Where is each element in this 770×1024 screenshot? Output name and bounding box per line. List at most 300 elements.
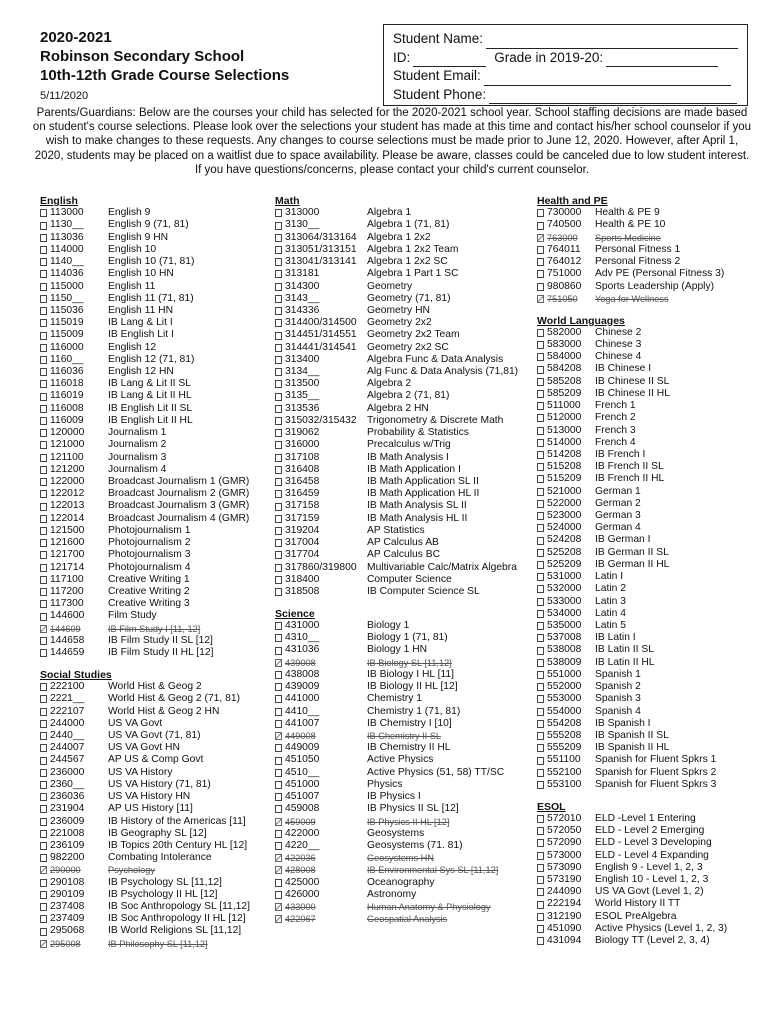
course-row (537, 547, 757, 559)
course-code: 3143__ (285, 292, 320, 304)
checkbox-icon[interactable] (275, 622, 282, 630)
checkbox-icon[interactable] (40, 490, 47, 498)
checkbox-icon[interactable] (537, 769, 544, 777)
checkbox-icon[interactable] (275, 634, 282, 642)
course-code: 114036 (50, 268, 84, 280)
checkbox-icon[interactable] (40, 564, 47, 572)
course-code: 511000 (547, 400, 581, 412)
checkbox-icon[interactable] (275, 551, 282, 559)
checkbox-icon[interactable] (40, 258, 47, 266)
course-row (537, 510, 757, 522)
course-row (40, 877, 265, 889)
checkbox-icon[interactable] (275, 307, 282, 315)
course-code: 751000 (547, 268, 582, 280)
checkbox-icon[interactable] (40, 842, 47, 850)
course-code: 317860/319800 (285, 561, 357, 573)
checkbox-icon[interactable] (40, 903, 47, 911)
course-name: IB Latin II SL (595, 644, 654, 656)
course-code: 551100 (547, 754, 581, 766)
checkbox-icon[interactable] (40, 637, 47, 645)
checkbox-icon[interactable] (537, 671, 544, 679)
checkbox-icon[interactable] (537, 439, 544, 447)
checkbox-icon[interactable] (40, 830, 47, 838)
course-name: IB French I (595, 448, 646, 460)
course-row (40, 828, 265, 840)
checkbox-icon[interactable] (537, 549, 544, 557)
checkbox-icon[interactable] (537, 732, 544, 740)
student-phone-field[interactable] (489, 90, 737, 104)
course-name: Geometry (71, 81) (367, 292, 451, 304)
checkbox-icon[interactable] (275, 283, 282, 291)
checkbox-icon[interactable] (537, 414, 544, 422)
course-name: IB English Lit II SL (108, 402, 193, 414)
course-name: World Hist & Geog 2 (71, 81) (108, 693, 241, 705)
checkbox-icon[interactable] (275, 417, 282, 425)
checkbox-icon[interactable] (537, 901, 544, 909)
checkbox-icon[interactable] (40, 429, 47, 437)
course-name: AP US History [11] (108, 803, 193, 815)
course-row (275, 342, 537, 354)
checkbox-icon[interactable] (40, 393, 47, 401)
course-row (275, 828, 537, 840)
course-name: IB Math Analysis SL II (367, 500, 467, 512)
document-date: 5/11/2020 (40, 90, 89, 102)
checkbox-icon[interactable] (275, 270, 282, 278)
course-name: IB Lang & Lit I (108, 317, 173, 329)
checkbox-icon[interactable] (40, 805, 47, 813)
course-name: Journalism 2 (108, 439, 167, 451)
checkbox-icon[interactable] (40, 781, 47, 789)
course-name: IB Spanish I (595, 717, 651, 729)
checkbox-icon[interactable] (40, 695, 47, 703)
course-row (40, 730, 265, 742)
checkbox-icon[interactable] (40, 588, 47, 596)
course-code: 144659 (50, 647, 85, 659)
checkbox-icon[interactable] (537, 246, 544, 254)
checkbox-icon[interactable] (275, 405, 282, 413)
section-english (40, 195, 265, 659)
checkbox-icon[interactable] (275, 368, 282, 376)
checkbox-icon[interactable] (537, 378, 544, 386)
checkbox-icon[interactable] (537, 913, 544, 921)
course-code: 514000 (547, 436, 582, 448)
checkbox-icon[interactable] (275, 588, 282, 596)
checkbox-icon[interactable] (537, 815, 544, 823)
course-code: 116008 (50, 402, 84, 414)
course-code: 313500 (285, 378, 320, 390)
course-column-2 (275, 195, 537, 935)
checkbox-icon[interactable] (275, 757, 282, 765)
course-row (537, 923, 757, 935)
checkbox-icon[interactable] (275, 695, 282, 703)
course-code: 313536 (285, 402, 320, 414)
checkbox-icon[interactable] (537, 270, 544, 278)
checkbox-icon[interactable] (537, 488, 544, 496)
checkbox-icon[interactable] (40, 879, 47, 887)
checkbox-icon[interactable] (40, 466, 47, 474)
course-code: 122014 (50, 512, 85, 524)
checkbox-icon[interactable] (275, 842, 282, 850)
checkbox-icon[interactable] (40, 527, 47, 535)
course-name: Physics (367, 778, 403, 790)
course-row (40, 586, 265, 598)
checkbox-icon[interactable] (275, 332, 282, 340)
checkbox-icon[interactable] (537, 283, 544, 291)
checkbox-icon[interactable] (537, 341, 544, 349)
checkbox-icon[interactable] (275, 454, 282, 462)
checkbox-icon[interactable] (537, 329, 544, 337)
crossed-checkbox-icon[interactable] (537, 295, 544, 303)
checkbox-icon[interactable] (537, 366, 544, 374)
course-code: 439008 (285, 657, 316, 668)
checkbox-icon[interactable] (275, 576, 282, 584)
checkbox-icon[interactable] (275, 805, 282, 813)
course-row (275, 706, 537, 718)
checkbox-icon[interactable] (275, 515, 282, 523)
checkbox-icon[interactable] (537, 827, 544, 835)
course-name: English 10 (108, 243, 157, 255)
crossed-checkbox-icon[interactable] (537, 234, 544, 242)
course-row (537, 718, 757, 730)
checkbox-icon[interactable] (40, 283, 47, 291)
checkbox-icon[interactable] (537, 634, 544, 642)
course-name: IB History of the Americas [11] (108, 815, 246, 827)
course-code: 222100 (50, 681, 85, 693)
checkbox-icon[interactable] (537, 500, 544, 508)
checkbox-icon[interactable] (40, 551, 47, 559)
course-code: 552100 (547, 766, 582, 778)
course-code: 584000 (547, 351, 582, 363)
checkbox-icon[interactable] (275, 258, 282, 266)
checkbox-icon[interactable] (537, 222, 544, 230)
crossed-checkbox-icon[interactable] (275, 866, 282, 874)
course-code: 441000 (285, 693, 320, 705)
checkbox-icon[interactable] (275, 720, 282, 728)
student-name-field[interactable] (486, 35, 738, 49)
section-title: English (40, 195, 78, 207)
checkbox-icon[interactable] (537, 427, 544, 435)
checkbox-icon[interactable] (275, 503, 282, 511)
course-code: 583000 (547, 338, 582, 350)
crossed-checkbox-icon[interactable] (275, 915, 282, 923)
course-code: 236109 (50, 839, 85, 851)
course-name: Astronomy (367, 888, 417, 900)
course-column-1 (40, 195, 265, 960)
course-name: Algebra 1 Part 1 SC (367, 268, 459, 280)
checkbox-icon[interactable] (40, 793, 47, 801)
checkbox-icon[interactable] (537, 463, 544, 471)
course-row (275, 549, 537, 561)
checkbox-icon[interactable] (40, 720, 47, 728)
checkbox-icon[interactable] (40, 928, 47, 936)
crossed-checkbox-icon[interactable] (275, 854, 282, 862)
course-name: English 11 HN (108, 304, 174, 316)
checkbox-icon[interactable] (40, 744, 47, 752)
course-row (40, 525, 265, 537)
checkbox-icon[interactable] (275, 246, 282, 254)
course-name: Journalism 3 (108, 451, 167, 463)
checkbox-icon[interactable] (275, 490, 282, 498)
checkbox-icon[interactable] (537, 451, 544, 459)
checkbox-icon[interactable] (275, 222, 282, 230)
checkbox-icon[interactable] (40, 319, 47, 327)
student-email-field[interactable] (484, 72, 731, 86)
course-name: English 12 (108, 341, 157, 353)
course-code: 117100 (50, 573, 84, 585)
checkbox-icon[interactable] (537, 209, 544, 217)
student-phone-label: Student Phone: (393, 86, 487, 102)
checkbox-icon[interactable] (40, 915, 47, 923)
section-esol (537, 801, 757, 948)
crossed-checkbox-icon[interactable] (275, 818, 282, 826)
course-code: 290108 (50, 876, 85, 888)
checkbox-icon[interactable] (537, 852, 544, 860)
course-code: 121500 (50, 524, 85, 536)
checkbox-icon[interactable] (40, 368, 47, 376)
checkbox-icon[interactable] (275, 744, 282, 752)
checkbox-icon[interactable] (40, 478, 47, 486)
crossed-checkbox-icon[interactable] (275, 659, 282, 667)
checkbox-icon[interactable] (40, 854, 47, 862)
checkbox-icon[interactable] (537, 695, 544, 703)
crossed-checkbox-icon[interactable] (40, 866, 47, 874)
course-name: Active Physics (51, 58) TT/SC (367, 766, 505, 778)
crossed-checkbox-icon[interactable] (275, 903, 282, 911)
checkbox-icon[interactable] (40, 380, 47, 388)
checkbox-icon[interactable] (275, 683, 282, 691)
checkbox-icon[interactable] (537, 683, 544, 691)
checkbox-icon[interactable] (537, 708, 544, 716)
crossed-checkbox-icon[interactable] (40, 940, 47, 948)
crossed-checkbox-icon[interactable] (40, 625, 47, 633)
checkbox-icon[interactable] (275, 393, 282, 401)
course-name: IB Math Analysis HL II (367, 512, 468, 524)
checkbox-icon[interactable] (40, 503, 47, 511)
course-code: 764011 (547, 243, 581, 255)
course-row (537, 207, 757, 219)
course-name: US VA History (108, 766, 173, 778)
checkbox-icon[interactable] (40, 246, 47, 254)
checkbox-icon[interactable] (275, 356, 282, 364)
grade-label: Grade in 2019-20: (494, 49, 604, 65)
course-name: Active Physics (Level 1, 2, 3) (595, 922, 728, 934)
course-code: 316458 (285, 476, 320, 488)
checkbox-icon[interactable] (275, 769, 282, 777)
checkbox-icon[interactable] (275, 891, 282, 899)
course-code: 515208 (547, 461, 582, 473)
course-name: IB French II HL (595, 473, 665, 485)
course-row (40, 439, 265, 451)
course-name: Geometry 2x2 SC (367, 341, 449, 353)
checkbox-icon[interactable] (537, 888, 544, 896)
checkbox-icon[interactable] (40, 769, 47, 777)
checkbox-icon[interactable] (275, 209, 282, 217)
crossed-checkbox-icon[interactable] (275, 732, 282, 740)
checkbox-icon[interactable] (40, 576, 47, 584)
course-name: IB Soc Anthropology II HL [12] (108, 913, 246, 925)
course-row (275, 476, 537, 488)
checkbox-icon[interactable] (275, 234, 282, 242)
checkbox-icon[interactable] (40, 344, 47, 352)
checkbox-icon[interactable] (537, 402, 544, 410)
course-name: AP Calculus BC (367, 549, 441, 561)
checkbox-icon[interactable] (537, 537, 544, 545)
checkbox-icon[interactable] (275, 781, 282, 789)
course-name: Alg Func & Data Analysis (71,81) (367, 366, 519, 378)
checkbox-icon[interactable] (275, 564, 282, 572)
course-row (40, 244, 265, 256)
checkbox-icon[interactable] (40, 818, 47, 826)
course-row (40, 488, 265, 500)
checkbox-icon[interactable] (275, 295, 282, 303)
checkbox-icon[interactable] (275, 429, 282, 437)
checkbox-icon[interactable] (40, 649, 47, 657)
checkbox-icon[interactable] (40, 600, 47, 608)
checkbox-icon[interactable] (537, 720, 544, 728)
course-code: 113036 (50, 231, 84, 243)
checkbox-icon[interactable] (40, 613, 47, 621)
course-name: Creative Writing 3 (108, 598, 190, 610)
course-row (40, 452, 265, 464)
course-name: Latin I (595, 571, 624, 583)
checkbox-icon[interactable] (40, 683, 47, 691)
course-row (537, 767, 757, 779)
checkbox-icon[interactable] (275, 319, 282, 327)
course-code: 313064/313164 (285, 231, 357, 243)
checkbox-icon[interactable] (275, 466, 282, 474)
checkbox-icon[interactable] (40, 307, 47, 315)
checkbox-icon[interactable] (275, 793, 282, 801)
checkbox-icon[interactable] (275, 539, 282, 547)
checkbox-icon[interactable] (537, 864, 544, 872)
course-row (40, 681, 265, 693)
course-name: English 10 - Level 1, 2, 3 (595, 873, 709, 885)
student-phone-row (393, 86, 747, 105)
course-name: Adv PE (Personal Fitness 3) (595, 268, 725, 280)
course-name: IB Soc Anthropology SL [11,12] (108, 901, 250, 913)
course-code: 116036 (50, 366, 84, 378)
course-row (275, 718, 537, 730)
course-name: Probability & Statistics (367, 427, 469, 439)
checkbox-icon[interactable] (537, 622, 544, 630)
checkbox-icon[interactable] (537, 757, 544, 765)
checkbox-icon[interactable] (537, 390, 544, 398)
checkbox-icon[interactable] (275, 708, 282, 716)
checkbox-icon[interactable] (40, 757, 47, 765)
checkbox-icon[interactable] (40, 708, 47, 716)
course-code: 1150__ (50, 292, 84, 304)
checkbox-icon[interactable] (537, 744, 544, 752)
course-code: 114000 (50, 243, 84, 255)
course-code: 313041/313141 (285, 256, 357, 268)
checkbox-icon[interactable] (537, 585, 544, 593)
checkbox-icon[interactable] (40, 417, 47, 425)
checkbox-icon[interactable] (40, 234, 47, 242)
checkbox-icon[interactable] (537, 876, 544, 884)
checkbox-icon[interactable] (275, 671, 282, 679)
checkbox-icon[interactable] (275, 441, 282, 449)
course-name: Geometry HN (367, 304, 430, 316)
course-name: Precalculus w/Trig (367, 439, 451, 451)
checkbox-icon[interactable] (40, 515, 47, 523)
checkbox-icon[interactable] (275, 647, 282, 655)
checkbox-icon[interactable] (537, 781, 544, 789)
course-name: Journalism 4 (108, 463, 167, 475)
checkbox-icon[interactable] (275, 478, 282, 486)
course-name: US VA Govt (Level 1, 2) (595, 886, 704, 898)
checkbox-icon[interactable] (40, 209, 47, 217)
checkbox-icon[interactable] (40, 270, 47, 278)
course-name: IB Physics II SL [12] (367, 803, 459, 815)
checkbox-icon[interactable] (40, 405, 47, 413)
checkbox-icon[interactable] (275, 830, 282, 838)
checkbox-icon[interactable] (537, 573, 544, 581)
checkbox-icon[interactable] (537, 512, 544, 520)
checkbox-icon[interactable] (537, 925, 544, 933)
checkbox-icon[interactable] (537, 353, 544, 361)
course-row (275, 669, 537, 681)
checkbox-icon[interactable] (537, 524, 544, 532)
checkbox-icon[interactable] (40, 295, 47, 303)
course-code: 422036 (285, 853, 316, 864)
checkbox-icon[interactable] (537, 561, 544, 569)
course-code: 554208 (547, 717, 582, 729)
checkbox-icon[interactable] (537, 598, 544, 606)
course-code: 449009 (285, 742, 320, 754)
course-row (275, 562, 537, 574)
course-code: 4510__ (285, 766, 320, 778)
student-id-field[interactable] (413, 53, 486, 67)
course-row (275, 378, 537, 390)
course-name: IB Film Study II HL [12] (108, 647, 214, 659)
checkbox-icon[interactable] (40, 332, 47, 340)
checkbox-icon[interactable] (40, 356, 47, 364)
course-name: US VA History HN (108, 791, 191, 803)
school-year: 2020-2021 (40, 29, 112, 46)
checkbox-icon[interactable] (537, 610, 544, 618)
course-row (275, 268, 537, 280)
checkbox-icon[interactable] (40, 891, 47, 899)
checkbox-icon[interactable] (275, 527, 282, 535)
course-code: 116009 (50, 414, 84, 426)
course-name: English 9 HN (108, 231, 169, 243)
checkbox-icon[interactable] (275, 344, 282, 352)
checkbox-icon[interactable] (275, 380, 282, 388)
course-name: Latin 2 (595, 583, 626, 595)
checkbox-icon[interactable] (537, 647, 544, 655)
checkbox-icon[interactable] (40, 441, 47, 449)
checkbox-icon[interactable] (40, 732, 47, 740)
course-row (537, 437, 757, 449)
checkbox-icon[interactable] (40, 539, 47, 547)
course-code: 515209 (547, 473, 582, 485)
course-row (40, 574, 265, 586)
course-code: 428008 (285, 865, 316, 876)
grade-field[interactable] (606, 53, 718, 67)
checkbox-icon[interactable] (537, 659, 544, 667)
checkbox-icon[interactable] (275, 879, 282, 887)
checkbox-icon[interactable] (537, 258, 544, 266)
checkbox-icon[interactable] (40, 222, 47, 230)
checkbox-icon[interactable] (40, 454, 47, 462)
checkbox-icon[interactable] (537, 475, 544, 483)
checkbox-icon[interactable] (537, 937, 544, 945)
course-code: 144609 (50, 623, 81, 634)
course-name: Algebra 1 (367, 207, 412, 219)
course-code: 2440__ (50, 729, 85, 741)
course-row (40, 366, 265, 378)
checkbox-icon[interactable] (537, 839, 544, 847)
